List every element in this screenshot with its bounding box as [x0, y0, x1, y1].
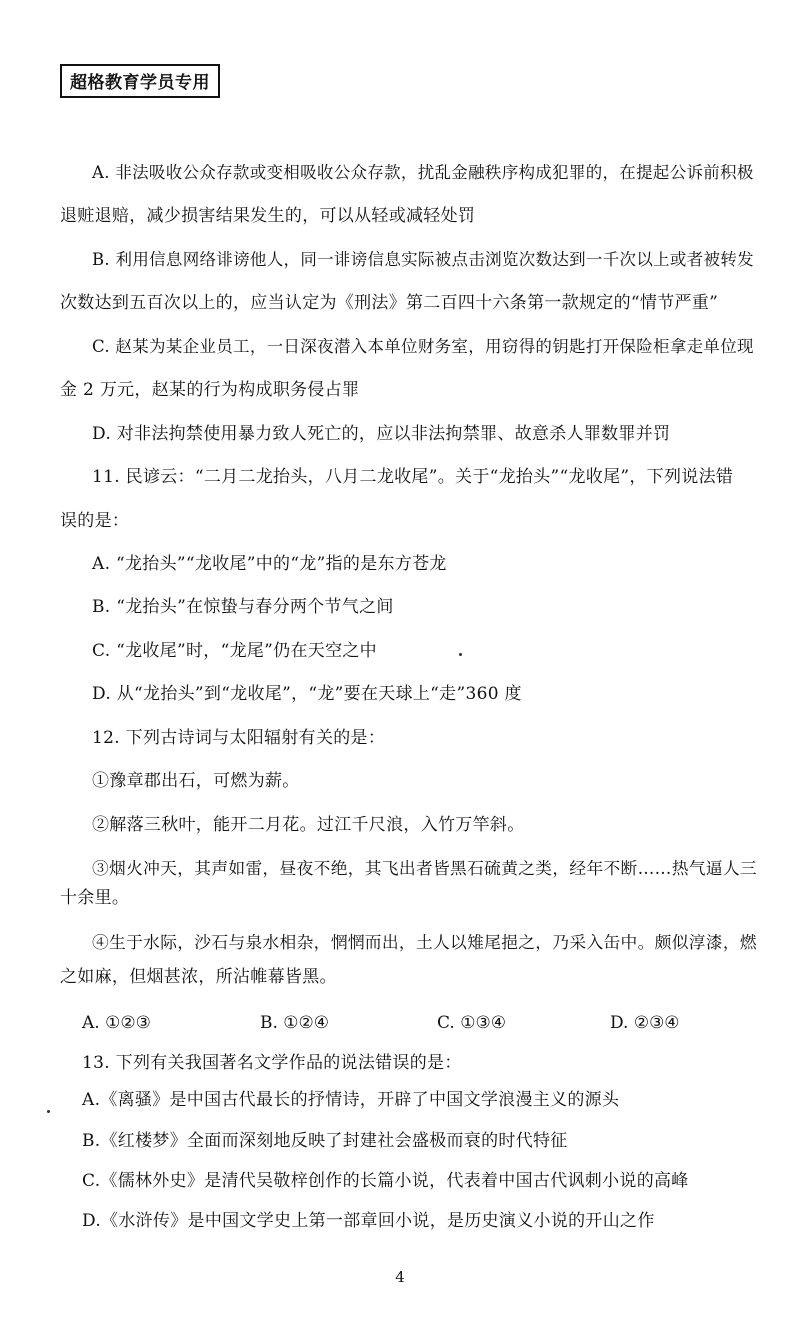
q10-option-c-line1: C. 赵某为某企业员工，一日深夜潜入本单位财务室，用窃得的钥匙打开保险柜拿走单位现 [92, 337, 754, 356]
q11-option-d: D. 从“龙抬头”到“龙收尾”，“龙”要在天球上“走”360 度 [92, 684, 522, 704]
q13-option-c: C.《儒林外史》是清代吴敬梓创作的长篇小说，代表着中国古代讽刺小说的高峰 [82, 1171, 689, 1191]
q12-item-4-line1: ④生于水际，沙石与泉水相杂，惘惘而出，土人以雉尾挹之，乃采入缶中。颇似淳漆，燃 [92, 932, 757, 952]
q12-option-c: C. ①③④ [437, 1013, 506, 1033]
page-number: 4 [395, 1268, 405, 1286]
watermark-stamp: 超格教育学员专用 [60, 64, 220, 98]
q12-option-b: B. ①②④ [260, 1013, 330, 1033]
q13-option-a: A.《离骚》是中国古代最长的抒情诗，开辟了中国文学浪漫主义的源头 [82, 1090, 620, 1110]
q13-option-b: B.《红楼梦》全面而深刻地反映了封建社会盛极而衰的时代特征 [82, 1131, 568, 1151]
q11-option-b: B. “龙抬头”在惊蛰与春分两个节气之间 [92, 597, 394, 617]
q12-item-2: ②解落三秋叶，能开二月花。过江千尺浪，入竹万竿斜。 [92, 815, 525, 835]
q13-option-d: D.《水浒传》是中国文学史上第一部章回小说，是历史演义小说的开山之作 [82, 1211, 655, 1231]
scan-speck [47, 1110, 50, 1113]
q13-stem: 13. 下列有关我国著名文学作品的说法错误的是： [82, 1053, 462, 1073]
q12-option-a: A. ①②③ [82, 1013, 151, 1033]
q12-option-d: D. ②③④ [610, 1013, 680, 1033]
q11-stem-line1: 11. 民谚云：“二月二龙抬头，八月二龙收尾”。关于“龙抬头”“龙收尾”，下列说法错 [92, 467, 734, 487]
q10-option-a-line2: 退赃退赔，减少损害结果发生的，可以从轻或减轻处罚 [60, 206, 476, 226]
q12-item-3-line2: 十余里。 [60, 888, 130, 908]
scan-speck [459, 653, 462, 656]
q11-option-c: C. “龙收尾”时，“龙尾”仍在天空之中 [92, 641, 377, 661]
q11-stem-line2: 误的是： [60, 511, 130, 531]
q10-option-b-line1: B. 利用信息网络诽谤他人，同一诽谤信息实际被点击浏览次数达到一千次以上或者被转发 [92, 250, 754, 269]
q10-option-c-line2: 金 2 万元，赵某的行为构成职务侵占罪 [60, 380, 360, 400]
q10-option-a-line1: A. 非法吸收公众存款或变相吸收公众存款，扰乱金融秩序构成犯罪的，在提起公诉前积极 [92, 163, 754, 182]
q12-item-1: ①豫章郡出石，可燃为薪。 [92, 771, 300, 791]
q10-option-b-line2: 次数达到五百次以上的，应当认定为《刑法》第二百四十六条第一款规定的“情节严重” [60, 293, 719, 313]
q11-option-a: A. “龙抬头”“龙收尾”中的“龙”指的是东方苍龙 [92, 554, 447, 574]
q12-item-4-line2: 之如麻，但烟甚浓，所沾帷幕皆黑。 [60, 967, 337, 987]
q12-stem: 12. 下列古诗词与太阳辐射有关的是： [92, 728, 386, 748]
q10-option-d: D. 对非法拘禁使用暴力致人死亡的，应以非法拘禁罪、故意杀人罪数罪并罚 [92, 424, 671, 444]
q12-item-3-line1: ③烟火冲天，其声如雷，昼夜不绝，其飞出者皆黑石硫黄之类，经年不断……热气逼人三 [92, 858, 757, 878]
